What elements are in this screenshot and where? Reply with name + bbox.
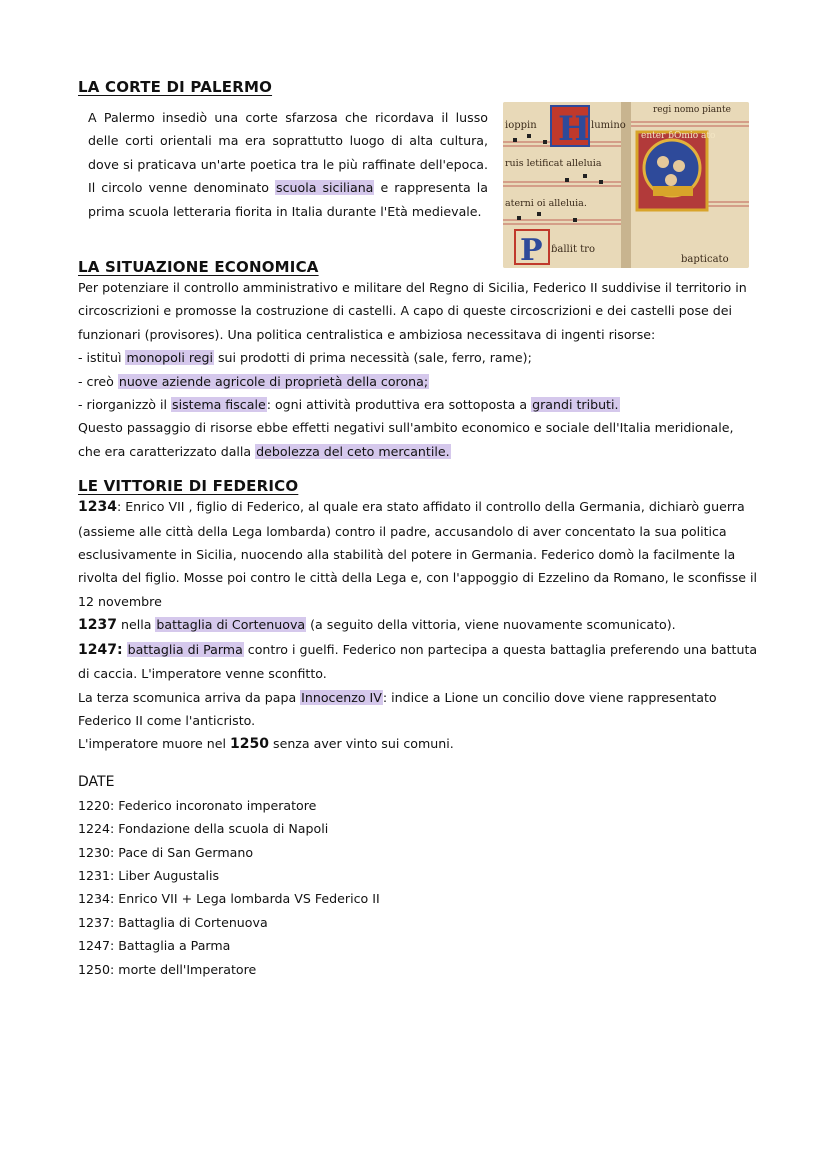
- svg-text:P: P: [520, 233, 543, 268]
- economy-intro: Per potenziare il controllo amministrativo e militare del Regno di Sicilia, Federico II suddivise il territorio in circoscrizioni e promosse la costruzione di castelli. A capo di queste circoscrizioni e dei castelli pose dei funzionari (provisores). Una politica centralistica e ambiziosa necessitava di ingenti risorse:: [78, 280, 747, 342]
- economy-outro: [78, 416, 758, 463]
- palermo-paragraph: [88, 106, 488, 223]
- date-item: 1224: Fondazione della scuola di Napoli: [78, 821, 329, 837]
- svg-text:H: H: [558, 109, 591, 149]
- victories-1247: [78, 638, 758, 686]
- highlight-ceto-mercantile: debolezza del ceto mercantile.: [256, 443, 450, 459]
- section-title-dates: DATE: [78, 773, 115, 790]
- highlight-aziende-agricole: nuove aziende agricole di proprietà della corona;: [118, 373, 429, 389]
- section-title-palermo: LA CORTE DI PALERMO: [78, 78, 273, 96]
- victories-1237: [78, 613, 758, 637]
- section-economy: [78, 258, 758, 463]
- manuscript-line-2: lumino: [591, 120, 626, 131]
- manuscript-line-3: enter ɓOmio ato: [641, 131, 716, 141]
- date-item: 1250: morte dell'Imperatore: [78, 961, 257, 977]
- text: - istituì: [78, 350, 126, 366]
- text: (a seguito della vittoria, viene nuovamente scomunicato).: [306, 617, 676, 633]
- text: - creò: [78, 373, 118, 389]
- highlight-monopoli-regi: monopoli regi: [126, 350, 213, 366]
- manuscript-illustration: [503, 102, 749, 268]
- text: La terza scomunica arriva da papa: [78, 689, 301, 705]
- section-dates: [78, 771, 758, 981]
- palermo-text-1: A Palermo insediò una corte sfarzosa che ricordava il lusso delle corti orientali ma era soprattutto luogo di alta cultura, dove si praticava un'arte poetica tra le più raffinate dell'epoca. Il circolo venne denominato: [88, 110, 488, 196]
- section-title-economy: LA SITUAZIONE ECONOMICA: [78, 258, 319, 276]
- economy-bullet-3: [78, 393, 758, 416]
- date-item: 1234: Enrico VII + Lega lombarda VS Federico II: [78, 891, 380, 907]
- date-item: 1231: Liber Augustalis: [78, 867, 220, 883]
- manuscript-line-1: ioppin: [505, 120, 537, 131]
- palermo-text-2: e rappresenta la prima scuola letteraria fiorita in Italia durante l'Età medievale.: [88, 180, 488, 219]
- text: contro i guelfi. Federico non partecipa a questa battaglia preferendo una battuta di caccia. L'imperatore venne sconfitto.: [78, 641, 758, 682]
- text: - riorganizzò il: [78, 397, 172, 413]
- text: nella: [116, 617, 156, 633]
- section-title-victories: LE VITTORIE DI FEDERICO: [78, 477, 299, 496]
- date-item: 1237: Battaglia di Cortenuova: [78, 914, 268, 930]
- highlight-sistema-fiscale: sistema fiscale: [172, 397, 266, 413]
- victories-1250: [78, 732, 758, 756]
- text: Questo passaggio di risorse ebbe effetti negativi sull'ambito economico e sociale dell'Italia meridionale, che era caratterizzato dalla: [78, 420, 734, 459]
- victories-scomunica: [78, 686, 758, 733]
- manuscript-line-7: bapticato: [681, 254, 729, 265]
- text: : ogni attività produttiva era sottoposta a: [266, 397, 532, 413]
- text: senza aver vinto sui comuni.: [269, 736, 454, 752]
- date-item: 1230: Pace di San Germano: [78, 844, 254, 860]
- section-victories: [78, 477, 758, 756]
- manuscript-line-0: regi nomo piante: [653, 105, 731, 115]
- highlight-cortenuova: battaglia di Cortenuova: [156, 617, 306, 633]
- manuscript-line-6: ɓallit tro: [551, 244, 595, 255]
- manuscript-line-4: ruis letificat alleluia: [505, 158, 602, 169]
- date-item: 1247: Battaglia a Parma: [78, 938, 231, 954]
- highlight-parma: battaglia di Parma: [127, 641, 243, 657]
- text: : Enrico VII , figlio di Federico, al quale era stato affidato il controllo della Germania, dichiarò guerra (assieme alle città della Lega lombarda) contro il padre, accusandolo di aver concentato la sua politica esclusivamente in Sicilia, nuocendo alla stabilità del potere in Germania. Federico domò la facilmente la rivolta del figlio. Mosse poi contro le città della Lega e, con l'appoggio di Ezzelino da Romano, le sconfisse il 12 novembre: [78, 499, 757, 609]
- year-1250: 1250: [230, 736, 269, 753]
- manuscript-line-5: aterni oi alleluia.: [505, 198, 587, 209]
- victories-1234: [78, 495, 758, 613]
- year-1247: 1247:: [78, 641, 123, 658]
- highlight-scuola-siciliana: scuola siciliana: [276, 180, 374, 196]
- text: L'imperatore muore nel: [78, 736, 231, 752]
- year-1234: 1234: [78, 499, 117, 516]
- year-1237: 1237: [78, 617, 117, 634]
- text: : indice a Lione un concilio dove viene rappresentato Federico II come l'anticristo.: [78, 689, 717, 728]
- highlight-grandi-tributi: grandi tributi.: [532, 397, 619, 413]
- highlight-innocenzo: Innocenzo IV: [301, 689, 382, 705]
- text: sui prodotti di prima necessità (sale, ferro, rame);: [213, 350, 532, 366]
- economy-bullet-2: [78, 370, 758, 393]
- manuscript-image: [503, 102, 749, 268]
- economy-bullet-1: [78, 346, 758, 369]
- date-item: 1220: Federico incoronato imperatore: [78, 797, 317, 813]
- document-page: [78, 78, 758, 981]
